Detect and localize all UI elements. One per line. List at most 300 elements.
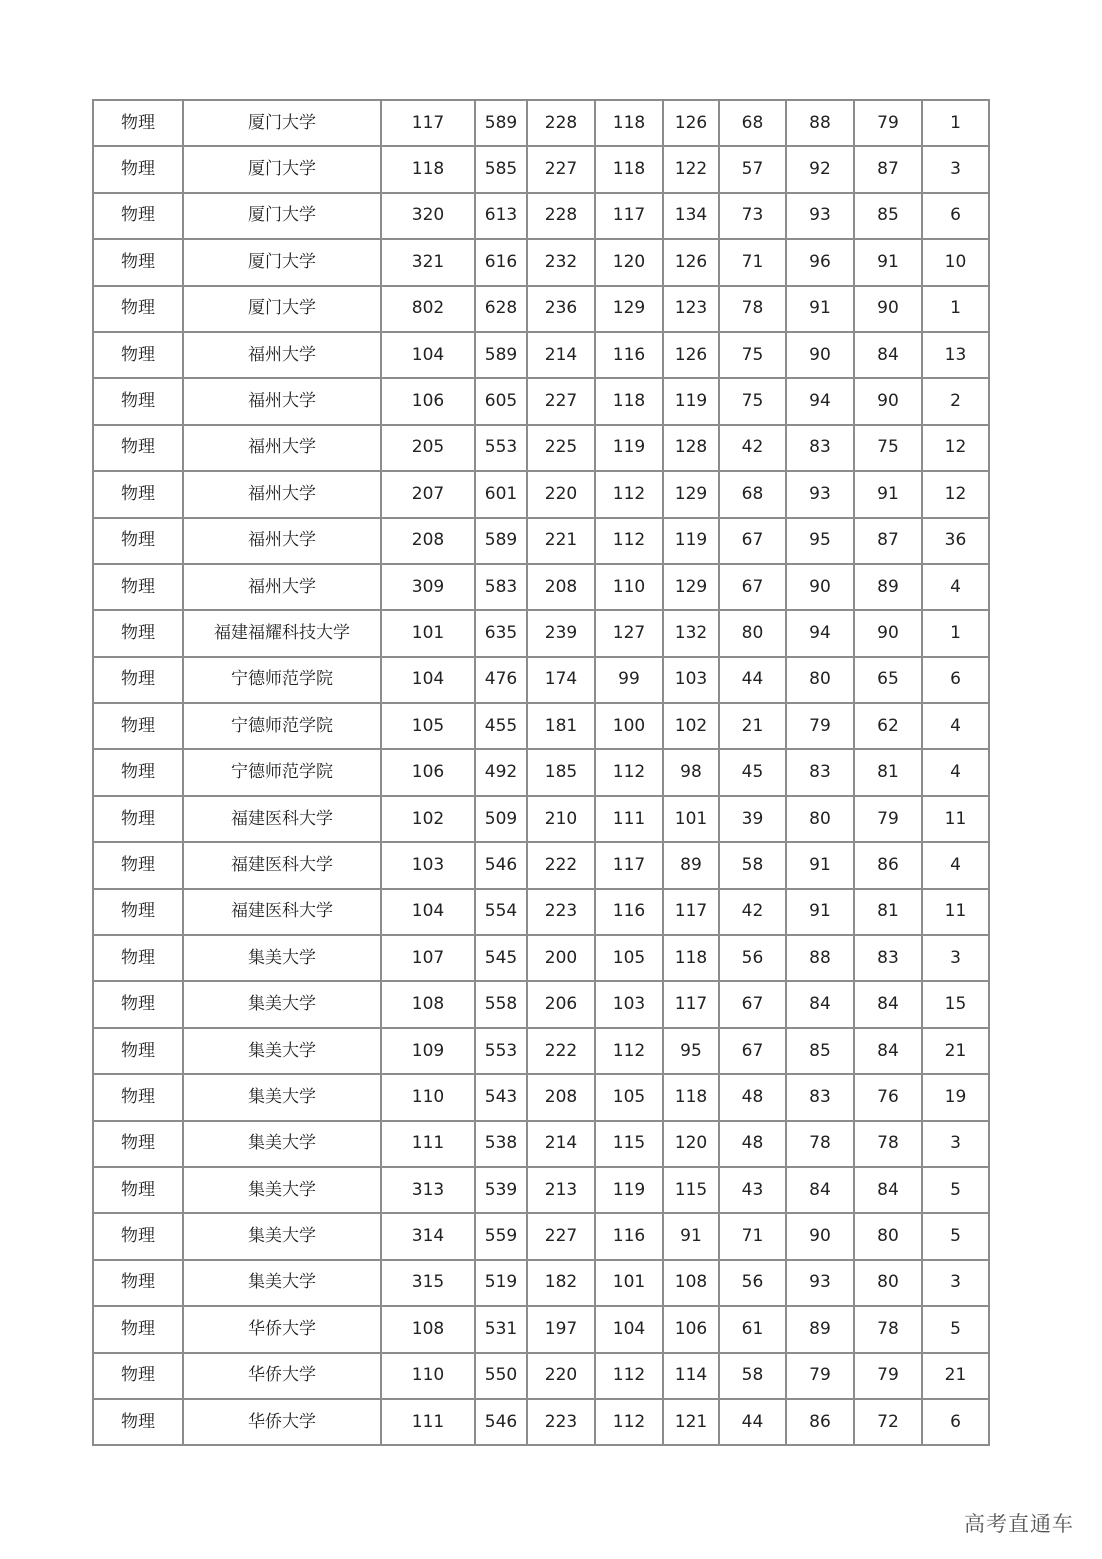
cell-subject-score-b: 90 [786,1213,854,1259]
cell-subject-score-a: 48 [719,1074,786,1120]
cell-subject-score-b: 79 [786,703,854,749]
cell-elective-score: 101 [663,796,719,842]
cell-subject-score-b: 79 [786,1353,854,1399]
table-row [93,332,989,378]
cell-chinese-math-score: 239 [527,610,595,656]
cell-elective-score: 120 [663,1121,719,1167]
cell-subject: 物理 [93,935,183,981]
cell-university: 厦门大学 [183,193,381,239]
cell-subject-score-c: 91 [854,471,922,517]
cell-subject-score-a: 44 [719,1399,786,1445]
cell-subject-score-b: 93 [786,471,854,517]
cell-elective-score: 126 [663,100,719,146]
cell-subject-score-a: 75 [719,332,786,378]
cell-subject-score-c: 85 [854,193,922,239]
cell-subject-score-c: 79 [854,100,922,146]
cell-total-score: 455 [475,703,527,749]
cell-subject-score-b: 83 [786,425,854,471]
cell-subject-score-c: 78 [854,1121,922,1167]
cell-subject-score-c: 81 [854,749,922,795]
cell-total-score: 559 [475,1213,527,1259]
cell-subject-score-b: 84 [786,1167,854,1213]
cell-enrolled-count: 3 [922,1260,989,1306]
cell-english-score: 105 [595,1074,663,1120]
cell-elective-score: 108 [663,1260,719,1306]
cell-subject-score-a: 61 [719,1306,786,1352]
cell-enrolled-count: 1 [922,610,989,656]
cell-total-score: 583 [475,564,527,610]
cell-subject-score-a: 80 [719,610,786,656]
cell-total-score: 616 [475,239,527,285]
cell-subject-score-b: 93 [786,1260,854,1306]
cell-total-score: 543 [475,1074,527,1120]
cell-enrolled-count: 4 [922,749,989,795]
cell-major-group-code: 105 [381,703,475,749]
cell-chinese-math-score: 200 [527,935,595,981]
cell-enrolled-count: 4 [922,703,989,749]
cell-total-score: 546 [475,1399,527,1445]
cell-subject-score-c: 87 [854,518,922,564]
cell-major-group-code: 207 [381,471,475,517]
cell-total-score: 553 [475,1028,527,1074]
cell-subject-score-b: 80 [786,657,854,703]
cell-elective-score: 119 [663,378,719,424]
cell-elective-score: 91 [663,1213,719,1259]
cell-university: 福州大学 [183,332,381,378]
cell-elective-score: 98 [663,749,719,795]
cell-major-group-code: 108 [381,1306,475,1352]
cell-university: 厦门大学 [183,239,381,285]
table-row [93,193,989,239]
table-row [93,1167,989,1213]
cell-major-group-code: 107 [381,935,475,981]
cell-chinese-math-score: 221 [527,518,595,564]
cell-subject-score-a: 43 [719,1167,786,1213]
cell-university: 福州大学 [183,425,381,471]
cell-total-score: 545 [475,935,527,981]
table-row [93,981,989,1027]
table-row [93,1353,989,1399]
cell-university: 宁德师范学院 [183,749,381,795]
cell-major-group-code: 104 [381,332,475,378]
cell-university: 集美大学 [183,1121,381,1167]
cell-subject-score-a: 67 [719,564,786,610]
cell-major-group-code: 313 [381,1167,475,1213]
cell-total-score: 585 [475,146,527,192]
cell-subject-score-a: 44 [719,657,786,703]
cell-english-score: 112 [595,749,663,795]
cell-chinese-math-score: 225 [527,425,595,471]
table-row [93,100,989,146]
cell-chinese-math-score: 181 [527,703,595,749]
admission-score-table [92,99,990,1446]
cell-subject: 物理 [93,146,183,192]
cell-university: 华侨大学 [183,1306,381,1352]
table-row [93,610,989,656]
cell-university: 福建福耀科技大学 [183,610,381,656]
cell-university: 福州大学 [183,471,381,517]
cell-subject: 物理 [93,703,183,749]
cell-total-score: 546 [475,842,527,888]
cell-subject: 物理 [93,1213,183,1259]
cell-subject: 物理 [93,1121,183,1167]
cell-subject-score-a: 73 [719,193,786,239]
cell-english-score: 103 [595,981,663,1027]
cell-major-group-code: 802 [381,286,475,332]
cell-major-group-code: 111 [381,1121,475,1167]
cell-total-score: 553 [475,425,527,471]
cell-elective-score: 128 [663,425,719,471]
cell-university: 福州大学 [183,378,381,424]
cell-chinese-math-score: 228 [527,193,595,239]
cell-english-score: 118 [595,146,663,192]
table-row [93,239,989,285]
cell-elective-score: 114 [663,1353,719,1399]
cell-major-group-code: 104 [381,657,475,703]
table-row [93,146,989,192]
cell-subject-score-b: 83 [786,749,854,795]
table-row [93,425,989,471]
cell-elective-score: 118 [663,935,719,981]
cell-elective-score: 126 [663,239,719,285]
cell-elective-score: 132 [663,610,719,656]
cell-subject: 物理 [93,749,183,795]
cell-enrolled-count: 19 [922,1074,989,1120]
cell-subject-score-b: 86 [786,1399,854,1445]
cell-subject-score-a: 48 [719,1121,786,1167]
cell-total-score: 628 [475,286,527,332]
cell-total-score: 613 [475,193,527,239]
cell-total-score: 531 [475,1306,527,1352]
cell-enrolled-count: 6 [922,657,989,703]
cell-enrolled-count: 13 [922,332,989,378]
cell-total-score: 509 [475,796,527,842]
cell-total-score: 519 [475,1260,527,1306]
cell-subject-score-b: 91 [786,842,854,888]
cell-subject-score-c: 62 [854,703,922,749]
cell-english-score: 100 [595,703,663,749]
cell-chinese-math-score: 208 [527,1074,595,1120]
cell-subject: 物理 [93,1074,183,1120]
cell-subject-score-c: 90 [854,610,922,656]
cell-elective-score: 129 [663,471,719,517]
cell-subject-score-a: 75 [719,378,786,424]
cell-subject-score-b: 94 [786,378,854,424]
cell-chinese-math-score: 213 [527,1167,595,1213]
cell-subject: 物理 [93,889,183,935]
cell-english-score: 112 [595,471,663,517]
cell-subject-score-a: 78 [719,286,786,332]
cell-enrolled-count: 21 [922,1353,989,1399]
cell-university: 厦门大学 [183,100,381,146]
cell-english-score: 116 [595,889,663,935]
cell-major-group-code: 118 [381,146,475,192]
cell-major-group-code: 111 [381,1399,475,1445]
cell-elective-score: 102 [663,703,719,749]
cell-english-score: 119 [595,1167,663,1213]
cell-elective-score: 103 [663,657,719,703]
cell-subject-score-c: 89 [854,564,922,610]
cell-enrolled-count: 5 [922,1213,989,1259]
cell-chinese-math-score: 197 [527,1306,595,1352]
cell-major-group-code: 104 [381,889,475,935]
cell-university: 集美大学 [183,1028,381,1074]
cell-english-score: 119 [595,425,663,471]
cell-subject-score-c: 83 [854,935,922,981]
cell-subject-score-c: 87 [854,146,922,192]
table-row [93,889,989,935]
table-row [93,796,989,842]
cell-major-group-code: 103 [381,842,475,888]
cell-subject-score-b: 88 [786,935,854,981]
cell-university: 福州大学 [183,518,381,564]
cell-english-score: 99 [595,657,663,703]
table-row [93,564,989,610]
cell-chinese-math-score: 185 [527,749,595,795]
cell-subject: 物理 [93,796,183,842]
cell-subject-score-c: 84 [854,981,922,1027]
cell-subject-score-c: 78 [854,1306,922,1352]
cell-university: 福建医科大学 [183,796,381,842]
cell-subject-score-c: 84 [854,1028,922,1074]
cell-enrolled-count: 2 [922,378,989,424]
cell-subject-score-c: 79 [854,1353,922,1399]
cell-subject: 物理 [93,471,183,517]
cell-elective-score: 115 [663,1167,719,1213]
cell-subject-score-a: 67 [719,981,786,1027]
cell-subject-score-b: 78 [786,1121,854,1167]
cell-chinese-math-score: 220 [527,471,595,517]
cell-english-score: 117 [595,842,663,888]
cell-university: 厦门大学 [183,146,381,192]
cell-enrolled-count: 12 [922,471,989,517]
cell-english-score: 112 [595,518,663,564]
cell-subject: 物理 [93,239,183,285]
cell-subject: 物理 [93,1260,183,1306]
table-row [93,378,989,424]
cell-english-score: 117 [595,193,663,239]
table-row [93,471,989,517]
cell-english-score: 112 [595,1399,663,1445]
cell-english-score: 112 [595,1353,663,1399]
cell-major-group-code: 106 [381,378,475,424]
cell-elective-score: 95 [663,1028,719,1074]
cell-total-score: 635 [475,610,527,656]
cell-university: 厦门大学 [183,286,381,332]
cell-university: 华侨大学 [183,1353,381,1399]
cell-english-score: 104 [595,1306,663,1352]
cell-elective-score: 117 [663,981,719,1027]
cell-english-score: 127 [595,610,663,656]
table-row [93,1121,989,1167]
cell-total-score: 605 [475,378,527,424]
cell-chinese-math-score: 210 [527,796,595,842]
table-row [93,657,989,703]
cell-total-score: 550 [475,1353,527,1399]
cell-subject-score-c: 81 [854,889,922,935]
cell-enrolled-count: 10 [922,239,989,285]
cell-elective-score: 123 [663,286,719,332]
cell-english-score: 118 [595,378,663,424]
table-row [93,1028,989,1074]
cell-subject-score-a: 57 [719,146,786,192]
table-row [93,1074,989,1120]
cell-subject-score-c: 65 [854,657,922,703]
cell-major-group-code: 309 [381,564,475,610]
cell-english-score: 118 [595,100,663,146]
cell-subject-score-a: 21 [719,703,786,749]
cell-enrolled-count: 5 [922,1167,989,1213]
cell-chinese-math-score: 220 [527,1353,595,1399]
cell-subject-score-b: 85 [786,1028,854,1074]
cell-enrolled-count: 15 [922,981,989,1027]
cell-subject-score-b: 90 [786,332,854,378]
cell-elective-score: 106 [663,1306,719,1352]
cell-enrolled-count: 3 [922,146,989,192]
cell-total-score: 538 [475,1121,527,1167]
cell-chinese-math-score: 227 [527,1213,595,1259]
cell-subject: 物理 [93,100,183,146]
cell-english-score: 120 [595,239,663,285]
cell-university: 福建医科大学 [183,889,381,935]
cell-university: 集美大学 [183,1167,381,1213]
table-row [93,1213,989,1259]
cell-enrolled-count: 1 [922,100,989,146]
cell-subject-score-c: 91 [854,239,922,285]
cell-major-group-code: 110 [381,1074,475,1120]
cell-elective-score: 118 [663,1074,719,1120]
table-row [93,518,989,564]
cell-enrolled-count: 6 [922,193,989,239]
cell-subject-score-a: 68 [719,100,786,146]
cell-english-score: 101 [595,1260,663,1306]
cell-subject-score-c: 72 [854,1399,922,1445]
cell-university: 福州大学 [183,564,381,610]
cell-enrolled-count: 12 [922,425,989,471]
cell-chinese-math-score: 223 [527,1399,595,1445]
table-row [93,749,989,795]
cell-major-group-code: 205 [381,425,475,471]
cell-subject-score-a: 42 [719,425,786,471]
cell-chinese-math-score: 182 [527,1260,595,1306]
cell-total-score: 476 [475,657,527,703]
cell-chinese-math-score: 232 [527,239,595,285]
cell-subject-score-c: 80 [854,1260,922,1306]
cell-subject-score-a: 58 [719,1353,786,1399]
cell-subject-score-c: 84 [854,1167,922,1213]
cell-subject-score-b: 91 [786,889,854,935]
cell-subject-score-a: 39 [719,796,786,842]
cell-enrolled-count: 21 [922,1028,989,1074]
cell-subject-score-c: 75 [854,425,922,471]
cell-subject: 物理 [93,981,183,1027]
table-body [93,100,989,1445]
cell-elective-score: 121 [663,1399,719,1445]
cell-chinese-math-score: 227 [527,146,595,192]
cell-major-group-code: 315 [381,1260,475,1306]
cell-subject-score-c: 86 [854,842,922,888]
cell-chinese-math-score: 222 [527,1028,595,1074]
cell-subject: 物理 [93,657,183,703]
cell-subject-score-b: 90 [786,564,854,610]
cell-elective-score: 119 [663,518,719,564]
cell-university: 集美大学 [183,1260,381,1306]
table-row [93,842,989,888]
cell-subject: 物理 [93,1167,183,1213]
cell-enrolled-count: 11 [922,796,989,842]
cell-subject-score-c: 79 [854,796,922,842]
cell-subject: 物理 [93,1306,183,1352]
cell-major-group-code: 314 [381,1213,475,1259]
cell-subject-score-a: 56 [719,935,786,981]
cell-subject: 物理 [93,332,183,378]
cell-subject-score-b: 93 [786,193,854,239]
table-row [93,703,989,749]
cell-chinese-math-score: 214 [527,332,595,378]
cell-chinese-math-score: 228 [527,100,595,146]
cell-chinese-math-score: 236 [527,286,595,332]
cell-major-group-code: 106 [381,749,475,795]
cell-subject-score-b: 84 [786,981,854,1027]
cell-university: 集美大学 [183,1074,381,1120]
cell-english-score: 112 [595,1028,663,1074]
cell-subject-score-a: 71 [719,239,786,285]
cell-english-score: 111 [595,796,663,842]
cell-subject-score-b: 96 [786,239,854,285]
cell-elective-score: 134 [663,193,719,239]
cell-subject-score-a: 71 [719,1213,786,1259]
cell-university: 集美大学 [183,935,381,981]
cell-total-score: 492 [475,749,527,795]
table-row [93,935,989,981]
cell-major-group-code: 101 [381,610,475,656]
cell-subject: 物理 [93,1028,183,1074]
cell-english-score: 115 [595,1121,663,1167]
cell-subject-score-a: 42 [719,889,786,935]
cell-subject: 物理 [93,378,183,424]
cell-enrolled-count: 4 [922,564,989,610]
cell-english-score: 129 [595,286,663,332]
cell-elective-score: 129 [663,564,719,610]
cell-major-group-code: 102 [381,796,475,842]
cell-university: 集美大学 [183,981,381,1027]
table-row [93,1306,989,1352]
cell-subject-score-b: 80 [786,796,854,842]
cell-major-group-code: 117 [381,100,475,146]
cell-enrolled-count: 4 [922,842,989,888]
cell-subject: 物理 [93,425,183,471]
cell-total-score: 601 [475,471,527,517]
cell-major-group-code: 109 [381,1028,475,1074]
cell-subject-score-a: 67 [719,518,786,564]
cell-subject: 物理 [93,1399,183,1445]
cell-subject-score-b: 92 [786,146,854,192]
cell-subject-score-c: 90 [854,286,922,332]
cell-subject: 物理 [93,564,183,610]
cell-elective-score: 117 [663,889,719,935]
table-row [93,1399,989,1445]
cell-total-score: 589 [475,518,527,564]
cell-english-score: 110 [595,564,663,610]
cell-enrolled-count: 36 [922,518,989,564]
cell-total-score: 589 [475,332,527,378]
cell-university: 集美大学 [183,1213,381,1259]
cell-enrolled-count: 11 [922,889,989,935]
table-row [93,1260,989,1306]
cell-english-score: 105 [595,935,663,981]
cell-subject-score-b: 94 [786,610,854,656]
cell-university: 华侨大学 [183,1399,381,1445]
